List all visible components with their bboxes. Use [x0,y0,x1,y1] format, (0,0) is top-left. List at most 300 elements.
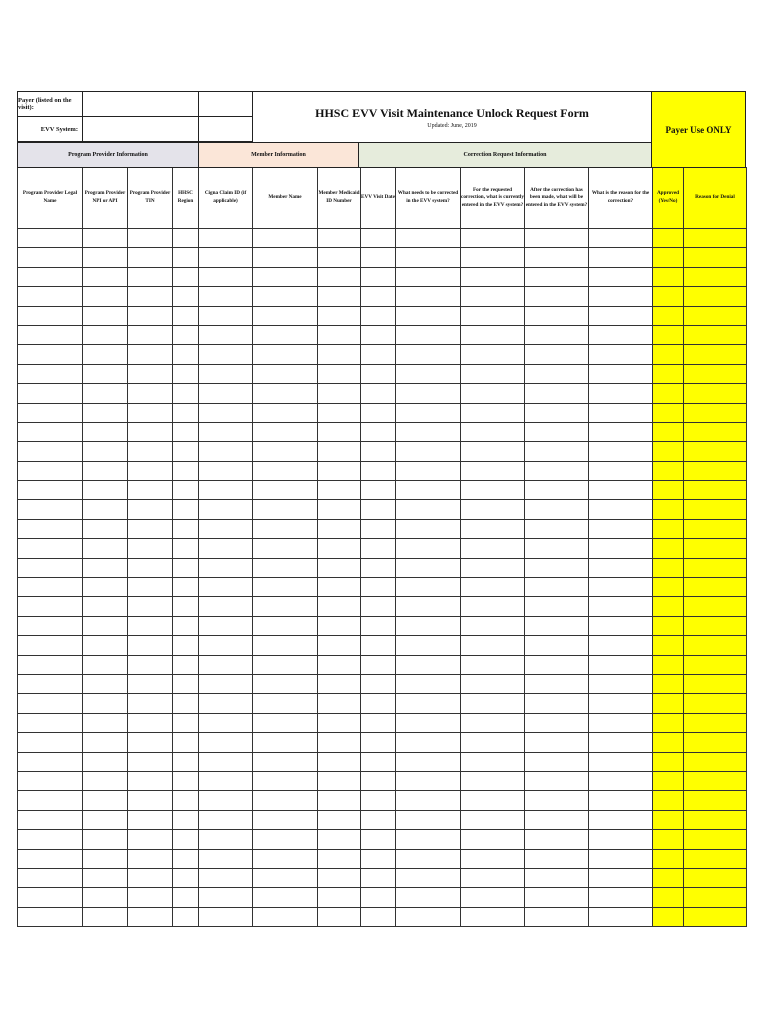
table-cell[interactable] [653,500,684,519]
table-cell[interactable] [653,733,684,752]
table-cell[interactable] [361,500,396,519]
table-cell[interactable] [684,287,747,306]
table-cell[interactable] [18,868,83,887]
table-cell[interactable] [684,674,747,693]
table-cell[interactable] [653,907,684,926]
table-cell[interactable] [653,539,684,558]
table-cell[interactable] [18,674,83,693]
table-cell[interactable] [173,810,199,829]
table-cell[interactable] [253,267,318,286]
table-cell[interactable] [253,248,318,267]
table-cell[interactable] [361,287,396,306]
table-cell[interactable] [253,500,318,519]
table-cell[interactable] [173,248,199,267]
table-cell[interactable] [361,791,396,810]
table-cell[interactable] [128,733,173,752]
table-cell[interactable] [361,694,396,713]
table-cell[interactable] [461,461,525,480]
table-cell[interactable] [396,267,461,286]
table-cell[interactable] [83,733,128,752]
table-cell[interactable] [128,713,173,732]
table-cell[interactable] [589,384,653,403]
table-cell[interactable] [18,752,83,771]
table-cell[interactable] [18,229,83,248]
table-cell[interactable] [589,868,653,887]
table-cell[interactable] [318,558,361,577]
table-cell[interactable] [173,674,199,693]
table-cell[interactable] [396,830,461,849]
table-cell[interactable] [199,364,253,383]
table-cell[interactable] [589,519,653,538]
table-cell[interactable] [684,422,747,441]
table-cell[interactable] [684,849,747,868]
table-cell[interactable] [396,481,461,500]
table-cell[interactable] [173,578,199,597]
table-cell[interactable] [253,849,318,868]
table-cell[interactable] [173,752,199,771]
table-cell[interactable] [253,713,318,732]
table-cell[interactable] [199,713,253,732]
table-cell[interactable] [396,733,461,752]
table-cell[interactable] [199,306,253,325]
table-cell[interactable] [589,306,653,325]
table-cell[interactable] [83,888,128,907]
table-cell[interactable] [396,306,461,325]
table-cell[interactable] [173,519,199,538]
table-cell[interactable] [653,422,684,441]
table-cell[interactable] [199,461,253,480]
table-cell[interactable] [18,248,83,267]
table-cell[interactable] [128,287,173,306]
table-cell[interactable] [461,791,525,810]
table-cell[interactable] [128,810,173,829]
table-cell[interactable] [18,849,83,868]
table-cell[interactable] [83,771,128,790]
table-cell[interactable] [318,229,361,248]
table-cell[interactable] [318,616,361,635]
table-cell[interactable] [318,771,361,790]
table-cell[interactable] [684,578,747,597]
table-cell[interactable] [318,733,361,752]
table-cell[interactable] [525,558,589,577]
table-cell[interactable] [396,655,461,674]
table-cell[interactable] [589,636,653,655]
table-cell[interactable] [361,868,396,887]
table-cell[interactable] [589,481,653,500]
table-cell[interactable] [128,248,173,267]
table-cell[interactable] [18,771,83,790]
table-cell[interactable] [83,248,128,267]
table-cell[interactable] [173,384,199,403]
table-cell[interactable] [83,907,128,926]
table-cell[interactable] [199,229,253,248]
table-cell[interactable] [525,287,589,306]
table-cell[interactable] [396,539,461,558]
table-cell[interactable] [361,306,396,325]
table-cell[interactable] [525,791,589,810]
table-cell[interactable] [318,810,361,829]
table-cell[interactable] [525,539,589,558]
table-cell[interactable] [684,364,747,383]
table-cell[interactable] [83,539,128,558]
table-cell[interactable] [525,810,589,829]
table-cell[interactable] [396,364,461,383]
table-cell[interactable] [199,384,253,403]
table-cell[interactable] [589,791,653,810]
table-cell[interactable] [525,519,589,538]
table-cell[interactable] [253,830,318,849]
table-cell[interactable] [128,674,173,693]
table-cell[interactable] [83,384,128,403]
table-cell[interactable] [361,578,396,597]
table-cell[interactable] [318,325,361,344]
table-cell[interactable] [461,636,525,655]
table-cell[interactable] [253,791,318,810]
table-cell[interactable] [461,597,525,616]
table-cell[interactable] [253,384,318,403]
table-cell[interactable] [18,907,83,926]
table-cell[interactable] [525,442,589,461]
table-cell[interactable] [128,655,173,674]
table-cell[interactable] [173,325,199,344]
table-cell[interactable] [653,888,684,907]
table-cell[interactable] [253,461,318,480]
table-cell[interactable] [461,539,525,558]
table-cell[interactable] [684,384,747,403]
table-cell[interactable] [589,810,653,829]
table-cell[interactable] [173,771,199,790]
table-cell[interactable] [461,403,525,422]
table-cell[interactable] [361,229,396,248]
table-cell[interactable] [173,539,199,558]
table-cell[interactable] [173,713,199,732]
table-cell[interactable] [18,810,83,829]
table-cell[interactable] [361,519,396,538]
table-cell[interactable] [361,810,396,829]
table-cell[interactable] [361,907,396,926]
table-cell[interactable] [361,325,396,344]
table-cell[interactable] [589,539,653,558]
table-cell[interactable] [199,345,253,364]
table-cell[interactable] [461,500,525,519]
table-cell[interactable] [396,849,461,868]
table-cell[interactable] [461,481,525,500]
table-cell[interactable] [461,849,525,868]
table-cell[interactable] [199,248,253,267]
table-cell[interactable] [653,364,684,383]
table-cell[interactable] [173,345,199,364]
table-cell[interactable] [83,306,128,325]
table-cell[interactable] [128,384,173,403]
table-cell[interactable] [525,461,589,480]
table-cell[interactable] [128,558,173,577]
table-cell[interactable] [589,830,653,849]
table-cell[interactable] [684,713,747,732]
table-cell[interactable] [684,558,747,577]
table-cell[interactable] [173,422,199,441]
table-cell[interactable] [18,384,83,403]
table-cell[interactable] [361,713,396,732]
table-cell[interactable] [83,636,128,655]
table-cell[interactable] [525,229,589,248]
table-cell[interactable] [128,325,173,344]
table-cell[interactable] [199,597,253,616]
table-cell[interactable] [461,229,525,248]
table-cell[interactable] [525,248,589,267]
table-cell[interactable] [589,345,653,364]
table-cell[interactable] [83,403,128,422]
table-cell[interactable] [128,500,173,519]
table-cell[interactable] [318,481,361,500]
table-cell[interactable] [83,267,128,286]
table-cell[interactable] [461,694,525,713]
table-cell[interactable] [253,229,318,248]
table-cell[interactable] [684,771,747,790]
table-cell[interactable] [18,267,83,286]
table-cell[interactable] [684,267,747,286]
table-cell[interactable] [173,287,199,306]
table-cell[interactable] [589,461,653,480]
table-cell[interactable] [361,461,396,480]
table-cell[interactable] [199,267,253,286]
table-cell[interactable] [361,442,396,461]
table-cell[interactable] [396,248,461,267]
table-cell[interactable] [253,519,318,538]
table-cell[interactable] [318,306,361,325]
table-cell[interactable] [199,907,253,926]
table-cell[interactable] [653,558,684,577]
table-cell[interactable] [461,578,525,597]
table-cell[interactable] [199,849,253,868]
table-cell[interactable] [83,849,128,868]
table-cell[interactable] [83,616,128,635]
table-cell[interactable] [318,752,361,771]
table-cell[interactable] [684,636,747,655]
table-cell[interactable] [128,229,173,248]
table-cell[interactable] [684,500,747,519]
table-cell[interactable] [396,578,461,597]
table-cell[interactable] [525,830,589,849]
table-cell[interactable] [589,849,653,868]
payer-field[interactable] [82,91,199,117]
table-cell[interactable] [589,578,653,597]
table-cell[interactable] [396,287,461,306]
table-cell[interactable] [589,403,653,422]
table-cell[interactable] [199,674,253,693]
table-cell[interactable] [653,636,684,655]
table-cell[interactable] [128,830,173,849]
table-cell[interactable] [396,597,461,616]
table-cell[interactable] [128,771,173,790]
table-cell[interactable] [18,791,83,810]
table-cell[interactable] [199,500,253,519]
table-cell[interactable] [128,791,173,810]
table-cell[interactable] [525,849,589,868]
table-cell[interactable] [525,578,589,597]
table-cell[interactable] [18,442,83,461]
table-cell[interactable] [361,364,396,383]
table-cell[interactable] [173,791,199,810]
table-cell[interactable] [589,558,653,577]
table-cell[interactable] [318,519,361,538]
table-cell[interactable] [361,248,396,267]
table-cell[interactable] [128,461,173,480]
table-cell[interactable] [653,442,684,461]
table-cell[interactable] [525,713,589,732]
table-cell[interactable] [253,422,318,441]
table-cell[interactable] [199,442,253,461]
table-cell[interactable] [128,636,173,655]
table-cell[interactable] [653,403,684,422]
table-cell[interactable] [684,907,747,926]
table-cell[interactable] [83,578,128,597]
table-cell[interactable] [173,481,199,500]
table-cell[interactable] [199,539,253,558]
table-cell[interactable] [199,403,253,422]
evv-system-field-extra[interactable] [198,116,253,142]
table-cell[interactable] [318,403,361,422]
table-cell[interactable] [253,771,318,790]
table-cell[interactable] [83,345,128,364]
table-cell[interactable] [396,636,461,655]
table-cell[interactable] [128,616,173,635]
table-cell[interactable] [361,752,396,771]
table-cell[interactable] [653,713,684,732]
table-cell[interactable] [525,733,589,752]
table-cell[interactable] [173,229,199,248]
table-cell[interactable] [684,810,747,829]
table-cell[interactable] [18,558,83,577]
table-cell[interactable] [18,578,83,597]
table-cell[interactable] [396,422,461,441]
table-cell[interactable] [128,345,173,364]
table-cell[interactable] [199,771,253,790]
table-cell[interactable] [461,655,525,674]
table-cell[interactable] [525,306,589,325]
table-cell[interactable] [173,306,199,325]
table-cell[interactable] [396,558,461,577]
table-cell[interactable] [18,345,83,364]
table-cell[interactable] [653,655,684,674]
table-cell[interactable] [684,830,747,849]
table-cell[interactable] [589,674,653,693]
table-cell[interactable] [83,364,128,383]
table-cell[interactable] [18,500,83,519]
table-cell[interactable] [525,655,589,674]
table-cell[interactable] [318,636,361,655]
table-cell[interactable] [199,519,253,538]
table-cell[interactable] [253,616,318,635]
table-cell[interactable] [128,422,173,441]
table-cell[interactable] [318,364,361,383]
table-cell[interactable] [396,694,461,713]
table-cell[interactable] [173,500,199,519]
table-cell[interactable] [318,907,361,926]
table-cell[interactable] [684,752,747,771]
table-cell[interactable] [199,422,253,441]
table-cell[interactable] [684,481,747,500]
table-cell[interactable] [128,306,173,325]
table-cell[interactable] [361,597,396,616]
table-cell[interactable] [253,364,318,383]
table-cell[interactable] [253,810,318,829]
table-cell[interactable] [589,267,653,286]
table-cell[interactable] [653,481,684,500]
table-cell[interactable] [653,578,684,597]
table-cell[interactable] [199,578,253,597]
table-cell[interactable] [461,674,525,693]
table-cell[interactable] [318,655,361,674]
table-cell[interactable] [396,752,461,771]
table-cell[interactable] [653,248,684,267]
table-cell[interactable] [396,403,461,422]
table-cell[interactable] [18,403,83,422]
table-cell[interactable] [525,267,589,286]
table-cell[interactable] [199,616,253,635]
table-cell[interactable] [525,500,589,519]
table-cell[interactable] [83,713,128,732]
table-cell[interactable] [589,694,653,713]
table-cell[interactable] [461,325,525,344]
table-cell[interactable] [253,539,318,558]
table-cell[interactable] [684,655,747,674]
table-cell[interactable] [396,771,461,790]
table-cell[interactable] [173,849,199,868]
table-cell[interactable] [525,325,589,344]
table-cell[interactable] [684,597,747,616]
table-cell[interactable] [83,597,128,616]
table-cell[interactable] [461,287,525,306]
table-cell[interactable] [525,636,589,655]
table-cell[interactable] [199,694,253,713]
table-cell[interactable] [173,461,199,480]
table-cell[interactable] [589,500,653,519]
table-cell[interactable] [253,752,318,771]
table-cell[interactable] [684,345,747,364]
table-cell[interactable] [589,655,653,674]
table-cell[interactable] [684,791,747,810]
table-cell[interactable] [653,229,684,248]
table-cell[interactable] [318,248,361,267]
table-cell[interactable] [461,616,525,635]
table-cell[interactable] [83,229,128,248]
table-cell[interactable] [684,694,747,713]
table-cell[interactable] [653,849,684,868]
table-cell[interactable] [684,616,747,635]
table-cell[interactable] [318,674,361,693]
table-cell[interactable] [589,752,653,771]
table-cell[interactable] [361,733,396,752]
table-cell[interactable] [361,422,396,441]
table-cell[interactable] [525,403,589,422]
table-cell[interactable] [653,384,684,403]
table-cell[interactable] [173,907,199,926]
table-cell[interactable] [173,655,199,674]
table-cell[interactable] [253,636,318,655]
table-cell[interactable] [318,461,361,480]
table-cell[interactable] [83,674,128,693]
table-cell[interactable] [83,694,128,713]
table-cell[interactable] [653,267,684,286]
table-cell[interactable] [653,616,684,635]
table-cell[interactable] [318,578,361,597]
table-cell[interactable] [461,888,525,907]
table-cell[interactable] [18,287,83,306]
table-cell[interactable] [589,771,653,790]
table-cell[interactable] [684,888,747,907]
table-cell[interactable] [18,364,83,383]
table-cell[interactable] [525,597,589,616]
